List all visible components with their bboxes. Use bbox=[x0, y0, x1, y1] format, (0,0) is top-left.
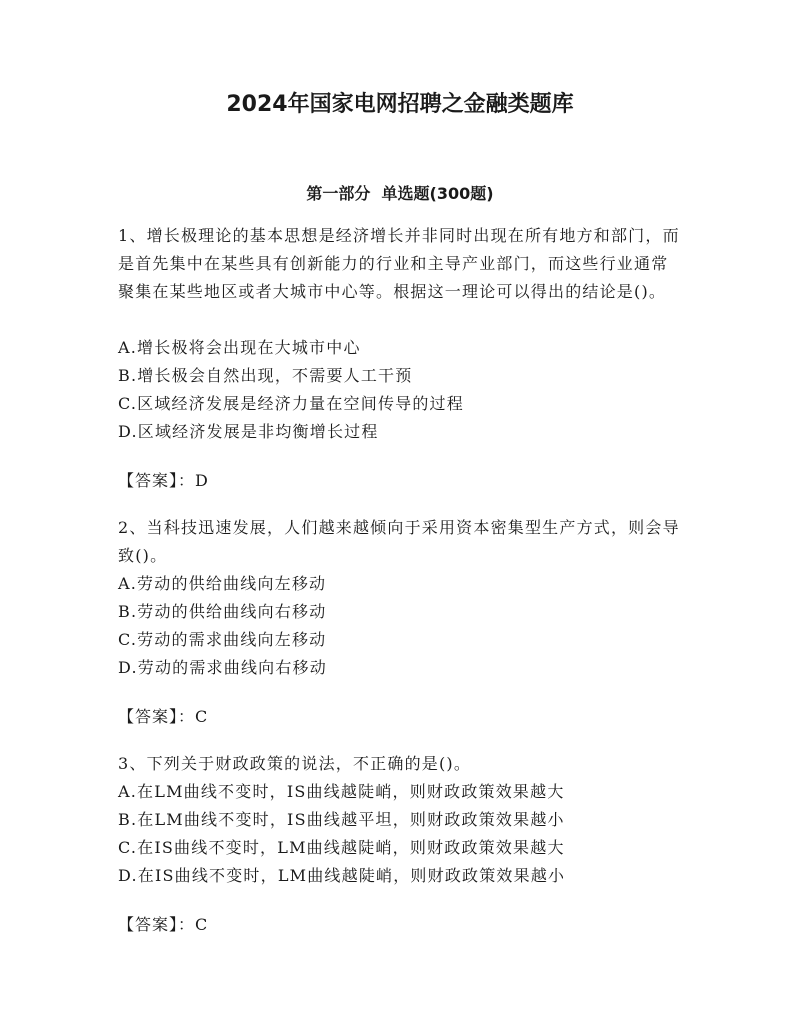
option-c: C.劳动的需求曲线向左移动 bbox=[118, 630, 327, 649]
option-d: D.在IS曲线不变时，LM曲线越陡峭，则财政政策效果越小 bbox=[118, 866, 566, 885]
question-stem: 2、当科技迅速发展，人们越来越倾向于采用资本密集型生产方式，则会导致()。 bbox=[118, 518, 680, 565]
option-c: C.在IS曲线不变时，LM曲线越陡峭，则财政政策效果越大 bbox=[118, 838, 565, 857]
question-stem: 3、下列关于财政政策的说法，不正确的是()。 bbox=[118, 754, 472, 773]
option-a: A.劳动的供给曲线向左移动 bbox=[118, 574, 327, 593]
option-b: B.劳动的供给曲线向右移动 bbox=[118, 602, 327, 621]
section-title: 第一部分 单选题(300题) bbox=[306, 184, 494, 203]
answer-line: 【答案】：C bbox=[118, 915, 209, 934]
option-b: B.增长极会自然出现，不需要人工干预 bbox=[118, 366, 413, 385]
question-list bbox=[118, 222, 683, 958]
option-a: A.增长极将会出现在大城市中心 bbox=[118, 338, 361, 357]
question-3 bbox=[118, 750, 683, 939]
answer-line: 【答案】：D bbox=[118, 471, 209, 490]
option-b: B.在LM曲线不变时，IS曲线越平坦，则财政政策效果越小 bbox=[118, 810, 565, 829]
option-d: D.区域经济发展是非均衡增长过程 bbox=[118, 422, 379, 441]
question-2 bbox=[118, 514, 683, 731]
option-c: C.区域经济发展是经济力量在空间传导的过程 bbox=[118, 394, 464, 413]
option-a: A.在LM曲线不变时，IS曲线越陡峭，则财政政策效果越大 bbox=[118, 782, 565, 801]
document-title: 2024年国家电网招聘之金融类题库 bbox=[226, 92, 574, 117]
answer-line: 【答案】：C bbox=[118, 707, 209, 726]
question-1 bbox=[118, 222, 683, 495]
question-stem: 1、增长极理论的基本思想是经济增长并非同时出现在所有地方和部门，而是首先集中在某些具有创新能力的行业和主导产业部门，而这些行业通常聚集在某些地区或者大城市中心等。根据这一理论可以得出的结论是()。 bbox=[118, 226, 680, 301]
option-d: D.劳动的需求曲线向右移动 bbox=[118, 658, 327, 677]
